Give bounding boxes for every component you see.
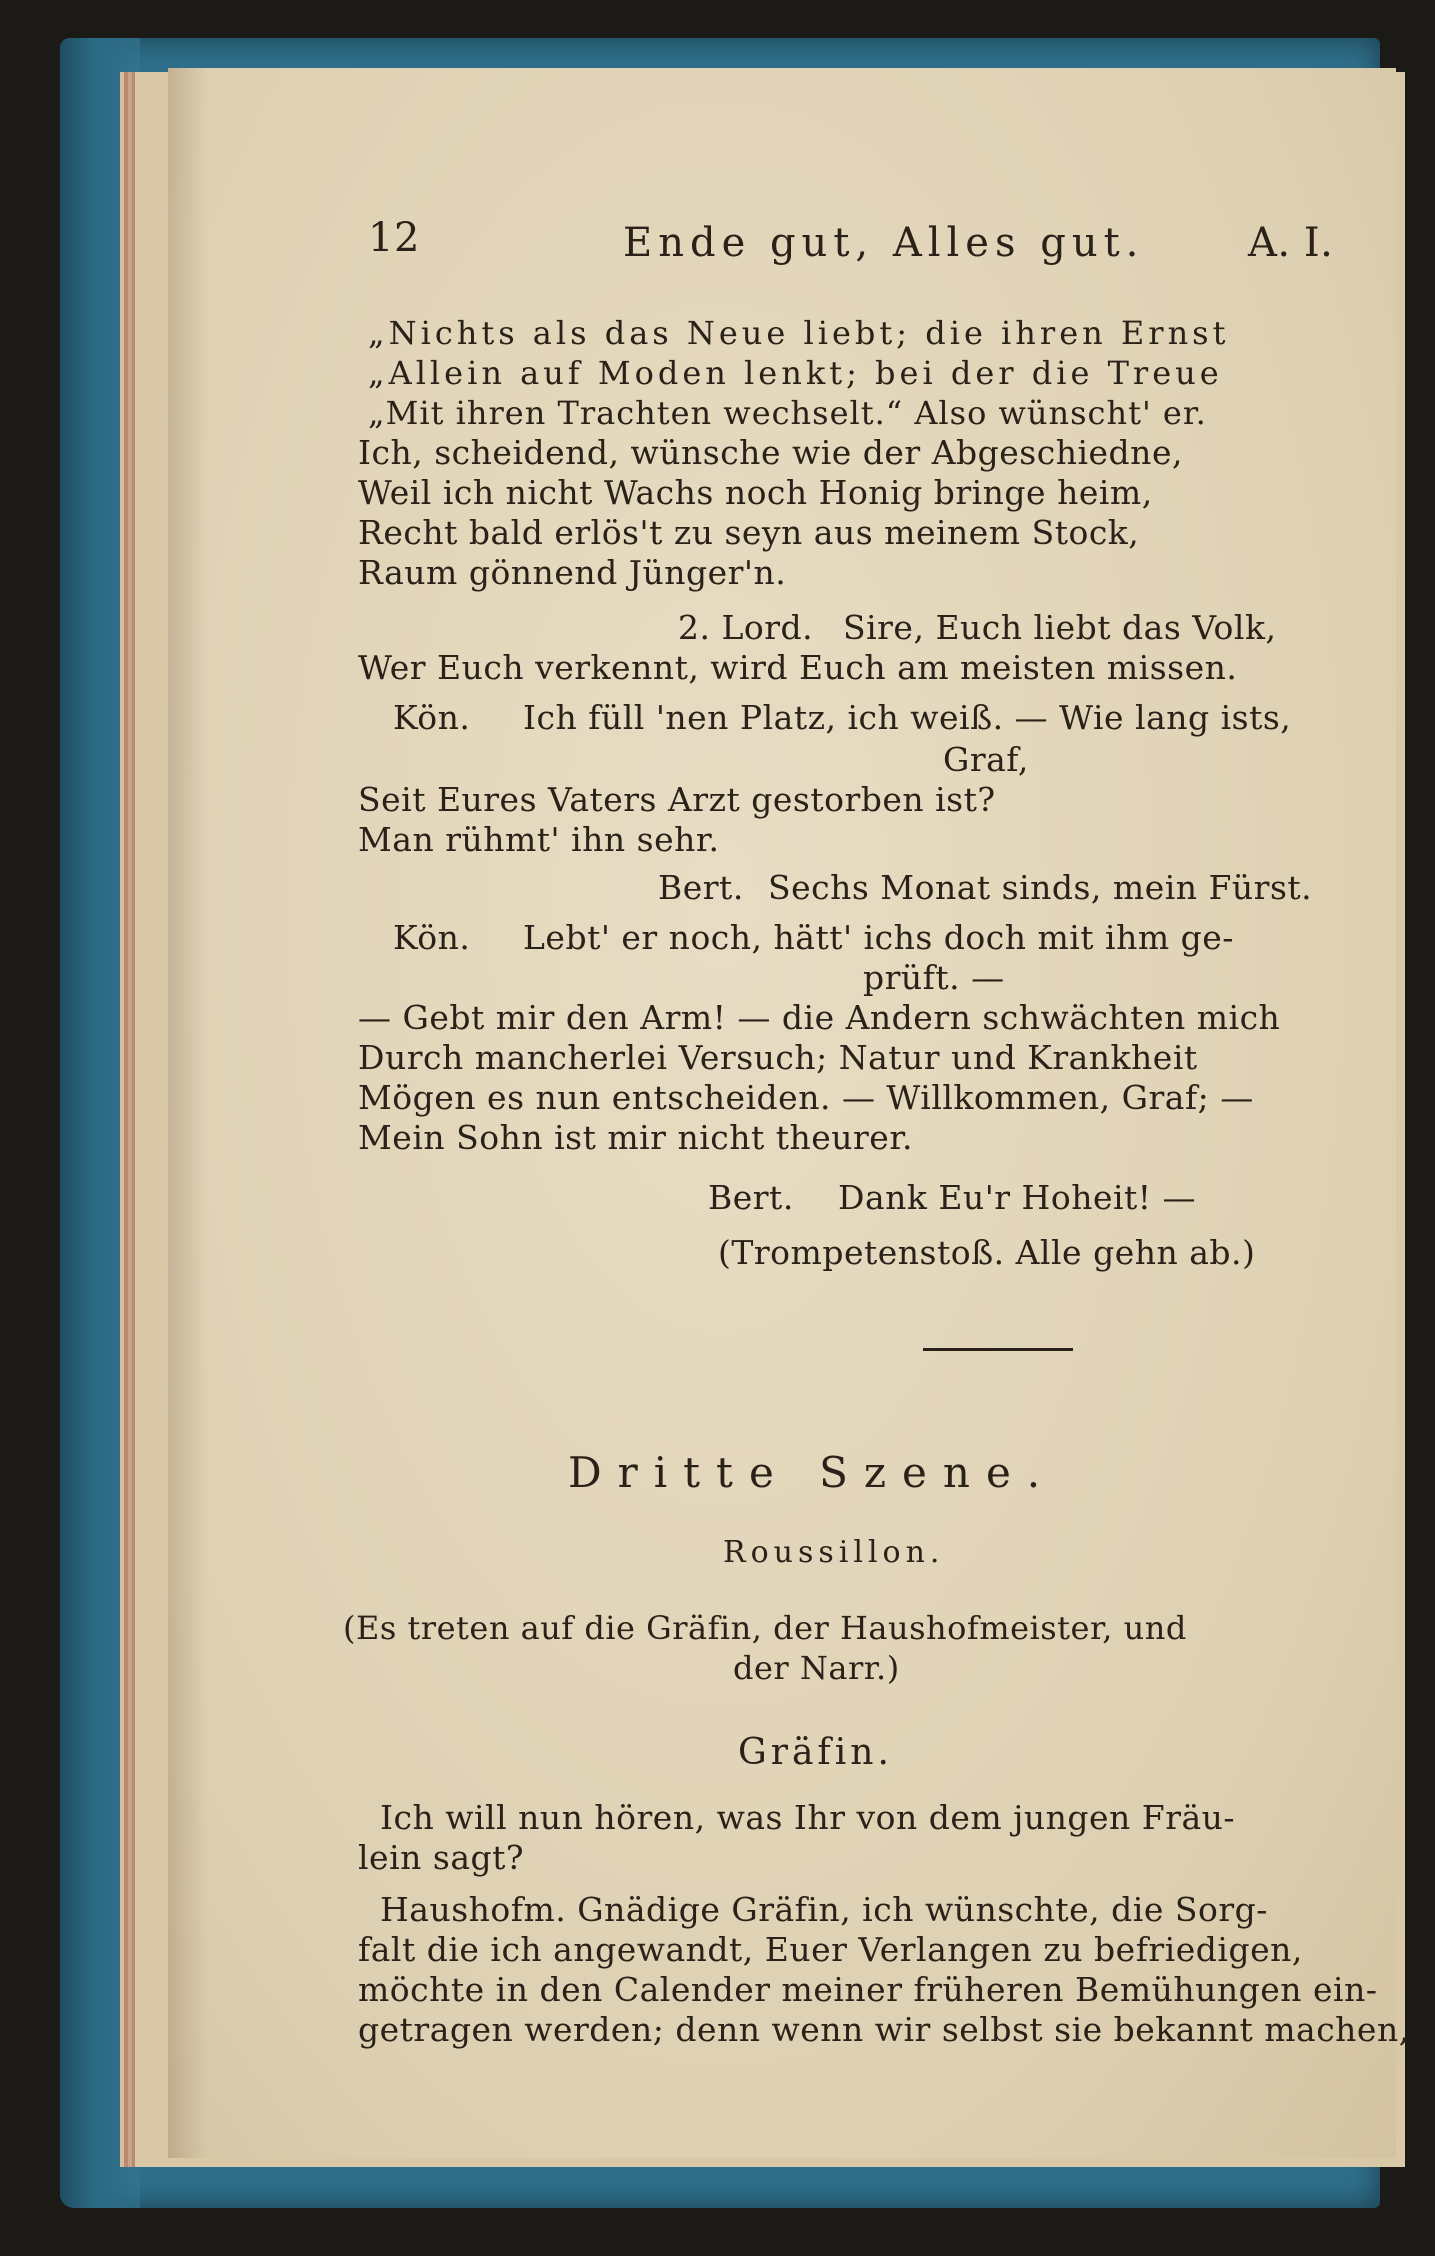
verse-line: Weil ich nicht Wachs noch Honig bringe heim, [358,473,1153,512]
verse-line: Recht bald erlös't zu seyn aus meinem Stock, [358,513,1140,552]
running-title: Ende gut, Alles gut. [623,220,1145,266]
dialogue-line: Wer Euch verkennt, wird Euch am meisten missen. [358,648,1238,687]
speaker-bertram: Bert. [708,1178,794,1217]
prose-line: falt die ich angewandt, Euer Verlangen zu befriedigen, [358,1930,1303,1969]
speaker-grafin: Gräfin. [738,1732,893,1773]
speaker-lord: 2. Lord. [678,608,814,647]
stage-direction: der Narr.) [733,1649,900,1687]
stage-direction: (Trompetenstoß. Alle gehn ab.) [718,1233,1256,1272]
dialogue-line: Dank Eu'r Hoheit! — [838,1178,1197,1217]
dialogue-line: Seit Eures Vaters Arzt gestorben ist? [358,780,996,819]
page-number: 12 [368,215,420,261]
scene-title: Dritte Szene. [568,1448,1057,1497]
dialogue-line: — Gebt mir den Arm! — die Andern schwächten mich [358,998,1281,1037]
speaker-konig: Kön. [393,698,471,737]
dialogue-line: Graf, [943,740,1029,779]
speaker-konig: Kön. [393,918,471,957]
dialogue-line: Man rühmt' ihn sehr. [358,820,720,859]
dialogue-line: Mögen es nun entscheiden. — Willkommen, Graf; — [358,1078,1254,1117]
verse-line: „Mit ihren Trachten wechselt.“ Also wünscht' er. [368,394,1207,432]
dialogue-line: Sire, Euch liebt das Volk, [843,608,1277,647]
prose-line: Haushofm. Gnädige Gräfin, ich wünschte, die Sorg- [380,1890,1268,1929]
scene-location: Roussillon. [723,1535,945,1570]
dialogue-line: Mein Sohn ist mir nicht theurer. [358,1118,913,1157]
speaker-bertram: Bert. [658,868,744,907]
prose-line: Ich will nun hören, was Ihr von dem jungen Fräu- [380,1798,1236,1837]
prose-line: möchte in den Calender meiner früheren Bemühungen ein- [358,1970,1378,2009]
book-page [168,68,1410,2158]
gutter-shadow [168,68,208,2158]
book-spine-edge [60,38,140,2208]
act-label: A. I. [1248,220,1334,266]
verse-line: Raum gönnend Jünger'n. [358,553,787,592]
stage-direction: (Es treten auf die Gräfin, der Haushofmeister, und [343,1609,1187,1647]
verse-line: Ich, scheidend, wünsche wie der Abgeschiedne, [358,433,1183,472]
dialogue-line: Sechs Monat sinds, mein Fürst. [768,868,1313,907]
dialogue-line: Ich füll 'nen Platz, ich weiß. — Wie lang ists, [523,698,1292,737]
prose-line: lein sagt? [358,1838,525,1877]
verse-line: „Nichts als das Neue liebt; die ihren Ernst [368,314,1230,352]
prose-line: getragen werden; denn wenn wir selbst sie bekannt machen, [358,2010,1410,2049]
dialogue-line: Lebt' er noch, hätt' ichs doch mit ihm ge- [523,918,1234,957]
verse-line: „Allein auf Moden lenkt; bei der die Treue [368,354,1223,392]
dialogue-line: prüft. — [863,958,1005,997]
section-rule [923,1348,1073,1351]
dialogue-line: Durch mancherlei Versuch; Natur und Krankheit [358,1038,1198,1077]
